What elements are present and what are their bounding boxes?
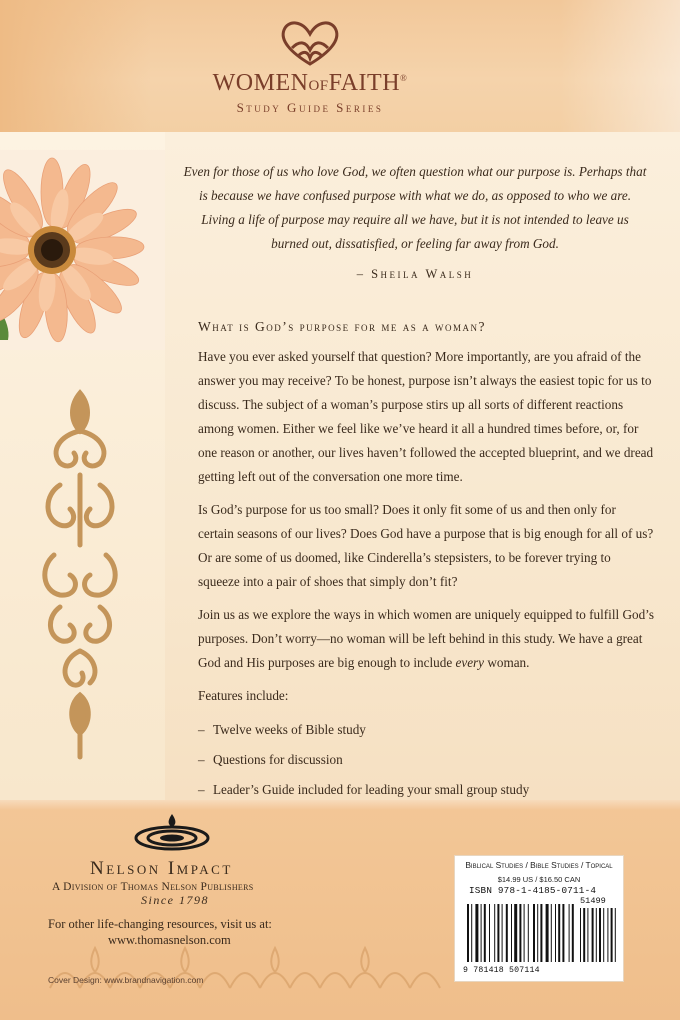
price-label: $14.99 US / $16.50 CAN bbox=[497, 875, 581, 884]
barcode-number: 9 781418 507114 bbox=[463, 966, 540, 975]
gerbera-flower-image bbox=[0, 150, 165, 350]
price-code: 51499 bbox=[580, 896, 606, 906]
quote-line: is because we have confused purpose with what we do, as opposed to who we are. bbox=[198, 188, 632, 203]
publisher-name: Nelson Impact bbox=[90, 858, 233, 879]
barcode-bar bbox=[489, 904, 490, 962]
category-label: Biblical Studies / Bible Studies / Topical bbox=[465, 860, 613, 870]
barcode-ext-bar bbox=[603, 908, 604, 962]
barcode-ext-bar bbox=[607, 908, 608, 962]
barcode-bar bbox=[528, 904, 529, 962]
barcode-panel bbox=[455, 856, 623, 981]
quote-line: Even for those of us who love God, we often question what our purpose is. Perhaps that bbox=[183, 164, 647, 179]
publisher-block bbox=[40, 858, 340, 908]
barcode-ext-bar bbox=[587, 908, 588, 962]
feature-item: – Leader’s Guide included for leading your small group study bbox=[198, 782, 530, 797]
barcode-bar bbox=[558, 904, 560, 962]
scroll-ornament bbox=[30, 385, 130, 770]
barcode-bar bbox=[555, 904, 556, 962]
series-subtitle: Study Guide Series bbox=[236, 100, 384, 115]
paragraph-3: Join us as we explore the ways in which women are uniquely equipped to fulfill God’s purposes. Don’t worry—no woman will be left behind in this study. We have a great God and His purposes are big enough to include every woman. bbox=[198, 607, 654, 670]
barcode-bar bbox=[572, 904, 574, 962]
barcode-bar bbox=[537, 904, 538, 962]
epigraph-quote bbox=[178, 160, 652, 286]
barcode-bar bbox=[546, 904, 549, 962]
website-link[interactable]: www.thomasnelson.com bbox=[108, 933, 231, 947]
barcode-ext-bar bbox=[592, 908, 594, 962]
barcode-bar bbox=[484, 904, 486, 962]
publisher-division: A Division of Thomas Nelson Publishers bbox=[52, 881, 254, 893]
series-logo bbox=[190, 14, 430, 116]
series-title: WOMENOFFAITH® bbox=[212, 70, 408, 96]
quote-line: burned out, dissatisfied, or feeling far away from God. bbox=[271, 236, 559, 251]
quote-line: Living a life of purpose may require all we have, but it is not intended to leave us bbox=[201, 212, 629, 227]
section-heading: What is God’s purpose for me as a woman? bbox=[198, 319, 487, 334]
barcode-bar bbox=[524, 904, 525, 962]
publisher-since: Since 1798 bbox=[141, 893, 209, 907]
barcode-bar bbox=[467, 904, 469, 962]
barcode-ext-bar bbox=[599, 908, 601, 962]
lace-border bbox=[40, 938, 450, 998]
barcode-bar bbox=[533, 904, 535, 962]
paragraph-1: Have you ever asked yourself that question? More importantly, are you afraid of the answer you may receive? To be honest, purpose isn’t always the easiest topic for us to discuss. The subject of a woman’s purpose stirs up all sorts of different reactions among women. Either we feel like we’ve heard it all a hundred times before, or, for one reason or another, our lives haven’t followed the accepted blueprint, and we dread getting left out of the conversation one more time. bbox=[198, 349, 654, 484]
barcode-bar bbox=[494, 904, 495, 962]
heart-hands-icon bbox=[270, 14, 350, 68]
barcode-bar bbox=[519, 904, 521, 962]
barcode-ext-bar bbox=[611, 908, 613, 962]
cover-design-credit: Cover Design: www.brandnavigation.com bbox=[48, 975, 204, 985]
feature-item: – Twelve weeks of Bible study bbox=[198, 722, 366, 737]
barcode-bar bbox=[471, 904, 472, 962]
barcode-bar bbox=[562, 904, 564, 962]
barcode-bar bbox=[511, 904, 512, 962]
barcode-bar bbox=[497, 904, 499, 962]
barcode-bar bbox=[514, 904, 517, 962]
barcode-bar bbox=[502, 904, 503, 962]
back-cover-copy bbox=[198, 315, 654, 807]
barcode-ext-bar bbox=[583, 908, 585, 962]
features-label: Features include: bbox=[198, 688, 289, 703]
nelson-impact-icon bbox=[132, 812, 212, 852]
barcode-ext-bar bbox=[615, 908, 616, 962]
barcode-bar bbox=[481, 904, 482, 962]
resources-note: For other life-changing resources, visit us at: www.thomasnelson.com bbox=[48, 917, 272, 947]
paragraph-2: Is God’s purpose for us too small? Does it only fit some of us and then only for certain seasons of our lives? Does God have a purpose that is big enough for all of us? Or are some of us doomed, like Cinderella’s stepsisters, to be forever trying to squeeze into a pair of shoes that simply don’t fit? bbox=[198, 502, 654, 589]
barcode-bar bbox=[540, 904, 542, 962]
barcode-ext-bar bbox=[596, 908, 597, 962]
barcode-bar bbox=[506, 904, 508, 962]
barcode-bar bbox=[475, 904, 478, 962]
barcode-bar bbox=[569, 904, 570, 962]
barcode-ext-bar bbox=[580, 908, 581, 962]
barcode-bar bbox=[551, 904, 552, 962]
feature-item: – Questions for discussion bbox=[198, 752, 343, 767]
quote-author: – Sheila Walsh bbox=[356, 267, 474, 281]
isbn-label: ISBN 978-1-4185-0711-4 bbox=[469, 885, 597, 896]
